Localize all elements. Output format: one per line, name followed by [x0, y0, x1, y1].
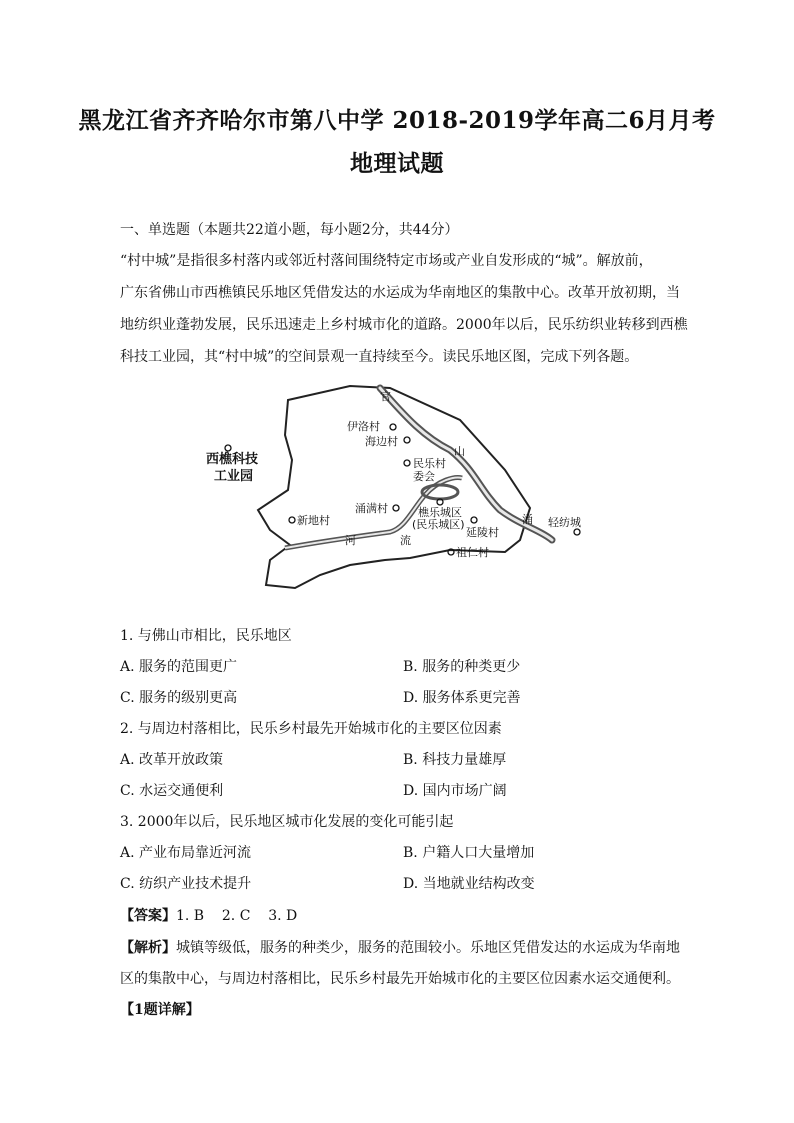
map-label-xiqiao-2: 工业园	[214, 469, 254, 484]
question-1-option-d[interactable]: D. 服务体系更完善	[403, 690, 521, 706]
map-label-minle-1: 民乐村	[413, 457, 446, 470]
question-3-option-d[interactable]: D. 当地就业结构改变	[403, 876, 535, 892]
minle-region-map	[200, 380, 600, 600]
question-3-option-a[interactable]: A. 产业布局靠近河流	[120, 845, 252, 861]
question-1-option-c[interactable]: C. 服务的级别更高	[120, 690, 238, 706]
question-2-stem: 2. 与周边村落相比，民乐乡村最先开始城市化的主要区位因素	[120, 721, 502, 737]
question-3-option-c[interactable]: C. 纺织产业技术提升	[120, 876, 252, 892]
map-label-he: 河	[345, 534, 356, 547]
map-label-haibian: 海边村	[365, 435, 398, 448]
map-label-minle-2: 委会	[413, 470, 435, 483]
question-3-stem: 3. 2000年以后，民乐地区城市化发展的变化可能引起	[120, 814, 454, 830]
map-label-yongman: 涌满村	[355, 502, 388, 515]
question-2-option-a[interactable]: A. 改革开放政策	[120, 752, 224, 768]
map-label-guan: 官	[380, 390, 391, 403]
map-label-yanling: 延陵村	[466, 526, 499, 539]
analysis-text-1: 城镇等级低，服务的种类少，服务的范围较小。乐地区凭借发达的水运成为华南地	[176, 940, 680, 956]
question-3-option-b[interactable]: B. 户籍人口大量增加	[403, 845, 535, 861]
analysis-line-2: 区的集散中心，与周边村落相比，民乐乡村最先开始城市化的主要区位因素水运交通便利。	[120, 971, 680, 987]
intro-line-1: “村中城”是指很多村落内或邻近村落间围绕特定市场或产业自发形成的“城”。解放前，	[120, 253, 653, 269]
page-subtitle: 地理试题	[350, 150, 444, 177]
question-1-option-b[interactable]: B. 服务的种类更少	[403, 659, 521, 675]
map-label-qingfang: 轻纺城	[548, 516, 581, 529]
map-label-zuren: 祖仁村	[456, 546, 489, 559]
answer-label: 【答案】	[120, 908, 176, 924]
answer-line	[120, 905, 297, 925]
question-1-stem: 1. 与佛山市相比，民乐地区	[120, 628, 292, 644]
analysis-line-1	[120, 937, 680, 957]
region-boundary	[258, 386, 530, 588]
map-label-xindi: 新地村	[297, 514, 330, 527]
map-label-shan: 山	[454, 445, 465, 458]
intro-line-2: 广东省佛山市西樵镇民乐地区凭借发达的水运成为华南地区的集散中心。改革开放初期，当	[120, 285, 680, 301]
analysis-label: 【解析】	[120, 940, 176, 956]
question-2-option-d[interactable]: D. 国内市场广阔	[403, 783, 507, 799]
detail-heading: 【1题详解】	[120, 1002, 200, 1018]
map-label-yiluo: 伊洛村	[347, 420, 380, 433]
intro-line-4: 科技工业园，其“村中城”的空间景观一直持续至今。读民乐地区图，完成下列各题。	[120, 349, 639, 365]
map-label-qiaole-1: 樵乐城区	[418, 506, 462, 519]
page-title: 黑龙江省齐齐哈尔市第八中学 2018-2019学年高二6月月考	[78, 107, 716, 134]
map-label-liu: 流	[400, 534, 411, 547]
map-label-yong: 涌	[522, 513, 533, 526]
question-2-option-b[interactable]: B. 科技力量雄厚	[403, 752, 507, 768]
intro-line-3: 地纺织业蓬勃发展，民乐迅速走上乡村城市化的道路。2000年以后，民乐纺织业转移到西樵	[120, 317, 688, 333]
question-2-option-c[interactable]: C. 水运交通便利	[120, 783, 224, 799]
answer-text: 1. B 2. C 3. D	[176, 908, 298, 924]
map-label-qiaole-2: (民乐城区)	[412, 518, 465, 531]
question-1-option-a[interactable]: A. 服务的范围更广	[120, 659, 238, 675]
map-label-xiqiao-1: 西樵科技	[206, 452, 259, 467]
section-heading: 一、单选题（本题共22道小题，每小题2分，共44分）	[120, 222, 459, 238]
